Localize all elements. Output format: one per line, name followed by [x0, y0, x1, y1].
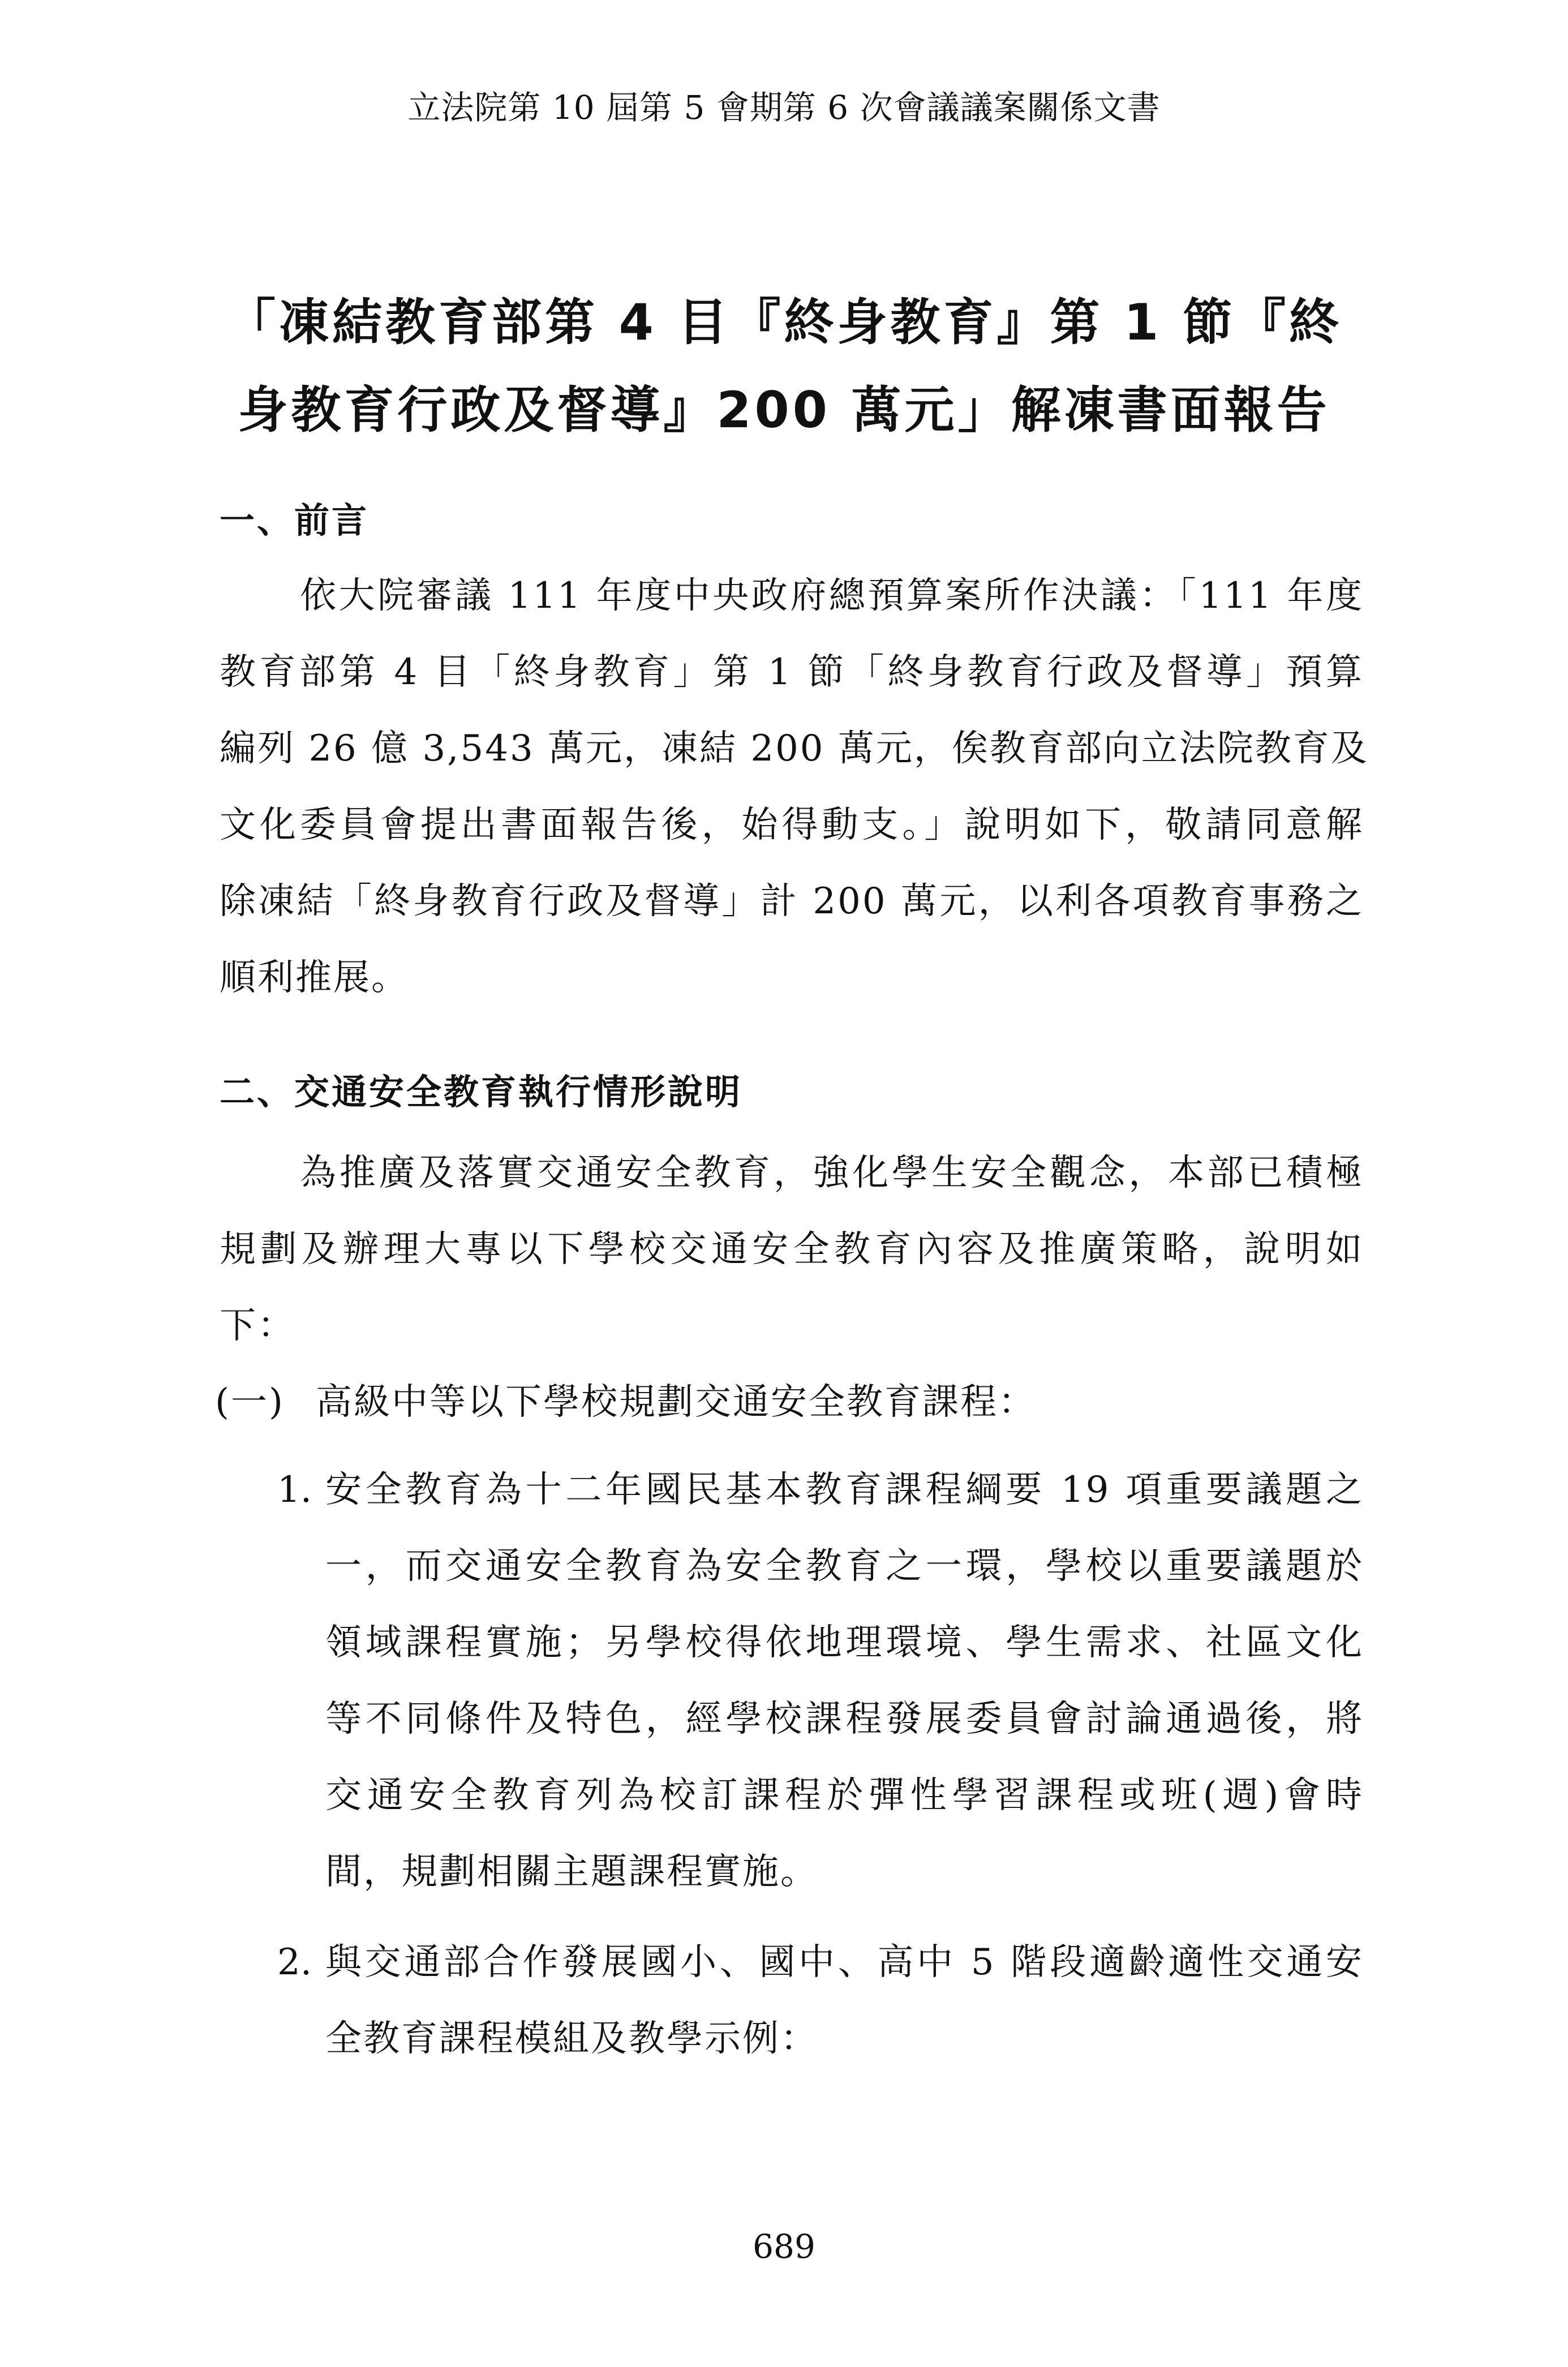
section-1-line: 除凍結「終身教育行政及督導」計 200 萬元，以利各項教育事務之: [220, 880, 1364, 922]
subsection-title: 高級中等以下學校規劃交通安全教育課程：: [316, 1381, 1036, 1423]
section-2-heading: 二、交通安全教育執行情形說明: [220, 1071, 743, 1112]
document-header: 立法院第 10 屆第 5 會期第 6 次會議議案關係文書: [407, 88, 1161, 127]
section-1-line: 順利推展。: [220, 957, 409, 999]
item-1-line: 交通安全教育列為校訂課程於彈性學習課程或班(週)會時: [325, 1775, 1364, 1816]
section-1-line: 依大院審議 111 年度中央政府總預算案所作決議：「111 年度: [300, 575, 1364, 617]
item-2-line: 與交通部合作發展國小、國中、高中 5 階段適齡適性交通安: [325, 1941, 1364, 1983]
section-1-line: 教育部第 4 目「終身教育」第 1 節「終身教育行政及督導」預算: [220, 651, 1364, 693]
item-1-line: 間，規劃相關主題課程實施。: [325, 1851, 818, 1893]
section-2-intro-line: 為推廣及落實交通安全教育，強化學生安全觀念，本部已積極: [300, 1152, 1364, 1194]
report-title-line-1: 「凍結教育部第 4 目『終身教育』第 1 節『終: [225, 293, 1342, 351]
page-number: 689: [753, 2227, 815, 2266]
section-2-intro-line: 規劃及辦理大專以下學校交通安全教育內容及推廣策略，說明如: [220, 1228, 1364, 1270]
section-1-line: 文化委員會提出書面報告後，始得動支。」說明如下，敬請同意解: [220, 804, 1364, 846]
report-title-line-2: 身教育行政及督導』200 萬元」解凍書面報告: [238, 381, 1330, 439]
item-1-line: 等不同條件及特色，經學校課程發展委員會討論通過後，將: [325, 1698, 1364, 1740]
subsection-label: (一): [215, 1381, 285, 1423]
item-1-line: 安全教育為十二年國民基本教育課程綱要 19 項重要議題之: [325, 1469, 1364, 1511]
item-1-line: 領域課程實施；另學校得依地理環境、學生需求、社區文化: [325, 1622, 1364, 1664]
item-1-line: 一，而交通安全教育為安全教育之一環，學校以重要議題於: [325, 1545, 1364, 1587]
section-1-heading: 一、前言: [220, 500, 370, 541]
item-1-number: 1.: [277, 1469, 312, 1511]
item-2-number: 2.: [277, 1941, 312, 1983]
section-2-intro-line: 下：: [220, 1305, 295, 1347]
item-2-line: 全教育課程模組及教學示例：: [325, 2018, 818, 2060]
section-1-line: 編列 26 億 3,543 萬元，凍結 200 萬元，俟教育部向立法院教育及: [220, 728, 1369, 770]
